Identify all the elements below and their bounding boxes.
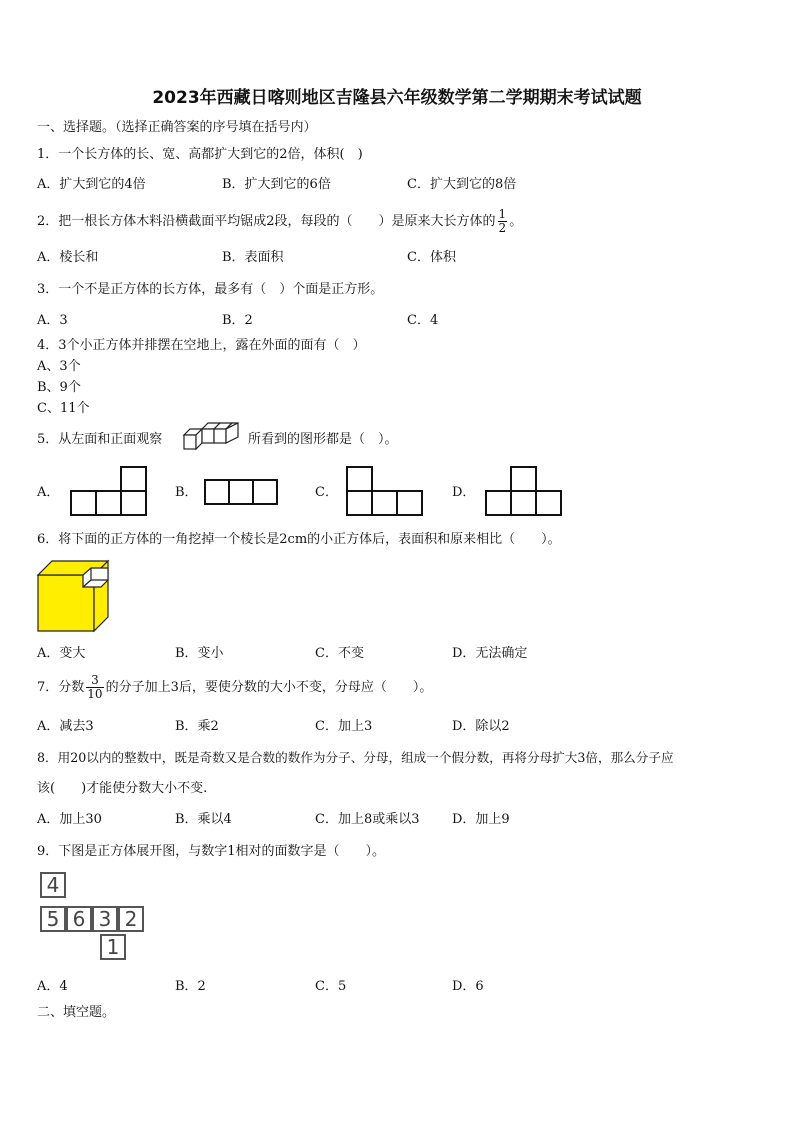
q6-option-c: C．不变	[315, 646, 364, 661]
question-4: 4．3个小正方体并排摆在空地上，露在外面的面有（ ）	[37, 338, 366, 353]
section-heading-choice: 一、选择题。（选择正确答案的序号填在括号内）	[37, 120, 317, 135]
q7-option-b: B．乘2	[175, 719, 219, 734]
yellow-cube-figure	[37, 560, 111, 634]
q5-option-b-figure	[204, 479, 280, 505]
question-5-part1: 5．从左面和正面观察	[37, 432, 163, 447]
section-heading-fill: 二、填空题。	[37, 1005, 116, 1020]
question-3: 3．一个不是正方体的长方体，最多有（ ）个面是正方形。	[37, 282, 384, 297]
q8-option-c: C．加上8或乘以3	[315, 812, 420, 827]
q2-option-b: B．表面积	[222, 250, 284, 265]
q9-option-a: A．4	[37, 979, 68, 994]
net-cell-4: 4	[40, 872, 66, 898]
net-cell-3: 3	[92, 906, 118, 932]
q9-option-d: D．6	[452, 979, 484, 994]
page-title: 2023年西藏日喀则地区吉隆县六年级数学第二学期期末考试试题	[152, 88, 642, 108]
q4-option-a: A、3个	[37, 359, 81, 374]
net-cell-1: 1	[100, 934, 126, 960]
q4-option-c: C、11个	[37, 401, 90, 416]
q5-option-c-label: C．	[315, 485, 338, 500]
q9-option-b: B．2	[175, 979, 206, 994]
q5-option-d-label: D．	[452, 485, 476, 500]
q5-option-a-label: A．	[37, 485, 60, 500]
q1-option-c: C．扩大到它的8倍	[407, 177, 517, 192]
q5-option-d-figure	[485, 466, 563, 516]
question-7: 7．分数 $\frac{3}{10}$ 的分子加上3后，要使分数的大小不变，分母应（ ）。	[37, 673, 433, 701]
q8-option-b: B．乘以4	[175, 812, 232, 827]
q7-option-a: A．减去3	[37, 719, 94, 734]
question-1: 1．一个长方体的长、宽、高都扩大到它的2倍，体积( )	[37, 147, 363, 162]
q7-option-d: D．除以2	[452, 719, 510, 734]
fraction-three-tenths: $\frac{3}{10}$	[87, 673, 103, 701]
q6-option-a: A．变大	[37, 646, 86, 661]
q7-option-c: C．加上3	[315, 719, 373, 734]
q6-option-b: B．变小	[175, 646, 224, 661]
q5-option-b-label: B．	[175, 485, 198, 500]
q2-option-c: C．体积	[407, 250, 456, 265]
net-cell-5: 5	[40, 906, 66, 932]
question-8-line1: 8．用20以内的整数中，既是奇数又是合数的数作为分子、分母，组成一个假分数，再将分母扩大3倍，那么分子应	[37, 750, 674, 765]
q3-option-c: C．4	[407, 313, 439, 328]
q5-option-c-figure	[346, 466, 424, 516]
q8-option-d: D．加上9	[452, 812, 510, 827]
question-2-text: 2．把一根长方体木料沿横截面平均锯成2段，每段的（ ）是原来大长方体的	[37, 214, 496, 229]
q2-option-a: A．棱长和	[37, 250, 99, 265]
q1-option-a: A．扩大到它的4倍	[37, 177, 146, 192]
q4-option-b: B、9个	[37, 380, 81, 395]
q6-option-d: D．无法确定	[452, 646, 528, 661]
q8-option-a: A．加上30	[37, 812, 102, 827]
question-9: 9．下图是正方体展开图，与数字1相对的面数字是（ ）。	[37, 844, 386, 859]
question-2: 2．把一根长方体木料沿横截面平均锯成2段，每段的（ ）是原来大长方体的 $\frac{1}{2}$ 。	[37, 207, 523, 235]
fraction-one-half: $\frac{1}{2}$	[498, 207, 507, 235]
net-cell-2: 2	[118, 906, 144, 932]
net-cell-6: 6	[66, 906, 92, 932]
question-8-line2: 该( )才能使分数大小不变.	[37, 781, 208, 796]
cube-net-figure	[40, 872, 160, 968]
question-5-part2: 所看到的图形都是（ ）。	[248, 432, 398, 447]
cube-stack-figure	[182, 423, 244, 455]
q5-option-a-figure	[70, 466, 150, 516]
q9-option-c: C．5	[315, 979, 347, 994]
q3-option-b: B．2	[222, 313, 253, 328]
q3-option-a: A．3	[37, 313, 68, 328]
question-6: 6．将下面的正方体的一角挖掉一个棱长是2cm的小正方体后，表面积和原来相比（ ）。	[37, 532, 561, 547]
q1-option-b: B．扩大到它的6倍	[222, 177, 331, 192]
